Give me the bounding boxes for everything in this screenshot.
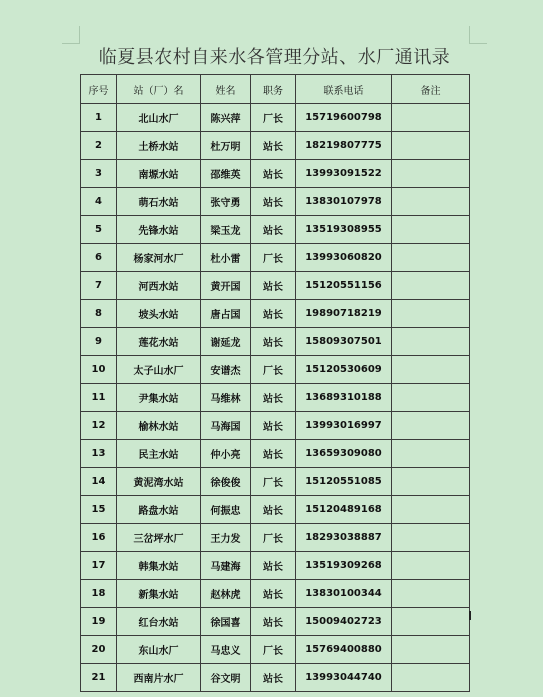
cell-remarks xyxy=(392,580,470,608)
cell-remarks xyxy=(392,132,470,160)
table-row xyxy=(81,104,470,132)
cell-phone: 13830107978 xyxy=(296,188,392,216)
page-margin-mark-right-h xyxy=(469,43,487,44)
cell-station: 萌石水站 xyxy=(117,188,201,216)
cell-index: 7 xyxy=(81,272,117,300)
cell-position: 厂长 xyxy=(251,524,296,552)
cell-phone: 15120551156 xyxy=(296,272,392,300)
cell-name: 马维林 xyxy=(201,384,251,412)
cell-phone: 13689310188 xyxy=(296,384,392,412)
cell-index: 4 xyxy=(81,188,117,216)
cell-position: 站长 xyxy=(251,440,296,468)
cell-station: 路盘水站 xyxy=(117,496,201,524)
cell-phone: 15120489168 xyxy=(296,496,392,524)
column-header-position: 职务 xyxy=(251,75,296,104)
cell-phone: 13519309268 xyxy=(296,552,392,580)
cell-remarks xyxy=(392,468,470,496)
cell-position: 站长 xyxy=(251,328,296,356)
table-header-row xyxy=(81,75,470,104)
cell-position: 站长 xyxy=(251,608,296,636)
cell-name: 马建海 xyxy=(201,552,251,580)
cell-index: 2 xyxy=(81,132,117,160)
cell-station: 土桥水站 xyxy=(117,132,201,160)
cell-position: 厂长 xyxy=(251,104,296,132)
cell-remarks xyxy=(392,552,470,580)
cell-phone: 18219807775 xyxy=(296,132,392,160)
cell-position: 站长 xyxy=(251,664,296,692)
cell-remarks xyxy=(392,244,470,272)
document-title: 临夏县农村自来水各管理分站、水厂通讯录 xyxy=(98,47,451,68)
cell-name: 张守勇 xyxy=(201,188,251,216)
table-row xyxy=(81,664,470,692)
cell-name: 黄开国 xyxy=(201,272,251,300)
cell-index: 1 xyxy=(81,104,117,132)
cell-remarks xyxy=(392,636,470,664)
contact-directory-table xyxy=(80,74,470,692)
cell-index: 14 xyxy=(81,468,117,496)
cell-name: 杜小雷 xyxy=(201,244,251,272)
cell-name: 梁玉龙 xyxy=(201,216,251,244)
cell-phone: 15809307501 xyxy=(296,328,392,356)
cell-station: 尹集水站 xyxy=(117,384,201,412)
table-row xyxy=(81,496,470,524)
column-header-station: 站（厂）名 xyxy=(117,75,201,104)
cell-phone: 13519308955 xyxy=(296,216,392,244)
cell-name: 唐占国 xyxy=(201,300,251,328)
cell-name: 徐国喜 xyxy=(201,608,251,636)
table-row xyxy=(81,132,470,160)
page-margin-mark-right-v xyxy=(469,26,470,44)
cell-phone: 13830100344 xyxy=(296,580,392,608)
cell-position: 厂长 xyxy=(251,244,296,272)
table-row xyxy=(81,216,470,244)
page-margin-mark-left-h xyxy=(62,43,80,44)
cell-index: 13 xyxy=(81,440,117,468)
cell-position: 站长 xyxy=(251,300,296,328)
cell-remarks xyxy=(392,524,470,552)
cell-station: 东山水厂 xyxy=(117,636,201,664)
cell-name: 徐俊俊 xyxy=(201,468,251,496)
cell-station: 红台水站 xyxy=(117,608,201,636)
cell-position: 站长 xyxy=(251,412,296,440)
cell-position: 站长 xyxy=(251,272,296,300)
table-row xyxy=(81,160,470,188)
cell-index: 5 xyxy=(81,216,117,244)
table-row xyxy=(81,440,470,468)
cell-name: 杜万明 xyxy=(201,132,251,160)
cell-station: 杨家河水厂 xyxy=(117,244,201,272)
cell-position: 厂长 xyxy=(251,468,296,496)
cell-phone: 13659309080 xyxy=(296,440,392,468)
cell-index: 3 xyxy=(81,160,117,188)
cell-index: 15 xyxy=(81,496,117,524)
cell-station: 先锋水站 xyxy=(117,216,201,244)
table-row xyxy=(81,328,470,356)
cell-phone: 13993016997 xyxy=(296,412,392,440)
cell-phone: 15009402723 xyxy=(296,608,392,636)
cell-phone: 15120551085 xyxy=(296,468,392,496)
cell-phone: 13993091522 xyxy=(296,160,392,188)
cell-station: 太子山水厂 xyxy=(117,356,201,384)
cell-remarks xyxy=(392,160,470,188)
cell-name: 邵维英 xyxy=(201,160,251,188)
cell-name: 马海国 xyxy=(201,412,251,440)
cell-remarks xyxy=(392,104,470,132)
cell-position: 站长 xyxy=(251,132,296,160)
page-margin-mark-left-v xyxy=(79,26,80,44)
column-header-name: 姓名 xyxy=(201,75,251,104)
cell-remarks xyxy=(392,440,470,468)
cell-index: 21 xyxy=(81,664,117,692)
cell-position: 站长 xyxy=(251,384,296,412)
cell-name: 谢延龙 xyxy=(201,328,251,356)
cell-station: 北山水厂 xyxy=(117,104,201,132)
cell-station: 韩集水站 xyxy=(117,552,201,580)
cell-remarks xyxy=(392,188,470,216)
cell-name: 马忠义 xyxy=(201,636,251,664)
cell-phone: 13993060820 xyxy=(296,244,392,272)
table-row xyxy=(81,608,470,636)
cell-index: 17 xyxy=(81,552,117,580)
cell-position: 站长 xyxy=(251,160,296,188)
cell-phone: 19890718219 xyxy=(296,300,392,328)
cell-phone: 13993044740 xyxy=(296,664,392,692)
cell-remarks xyxy=(392,608,470,636)
cell-phone: 15769400880 xyxy=(296,636,392,664)
cell-remarks xyxy=(392,328,470,356)
table-row xyxy=(81,412,470,440)
cell-station: 坡头水站 xyxy=(117,300,201,328)
cell-name: 谷文明 xyxy=(201,664,251,692)
cell-station: 榆林水站 xyxy=(117,412,201,440)
cell-station: 河西水站 xyxy=(117,272,201,300)
cell-remarks xyxy=(392,664,470,692)
cell-name: 王力发 xyxy=(201,524,251,552)
cell-index: 18 xyxy=(81,580,117,608)
cell-station: 三岔坪水厂 xyxy=(117,524,201,552)
table-row xyxy=(81,300,470,328)
table-row xyxy=(81,272,470,300)
cell-index: 6 xyxy=(81,244,117,272)
cell-name: 赵林虎 xyxy=(201,580,251,608)
cell-station: 南塬水站 xyxy=(117,160,201,188)
table-row xyxy=(81,580,470,608)
cell-index: 11 xyxy=(81,384,117,412)
cell-index: 20 xyxy=(81,636,117,664)
cell-remarks xyxy=(392,216,470,244)
cell-name: 何振忠 xyxy=(201,496,251,524)
cell-index: 10 xyxy=(81,356,117,384)
cell-position: 厂长 xyxy=(251,636,296,664)
column-header-remarks: 备注 xyxy=(392,75,470,104)
text-cursor xyxy=(469,611,471,620)
cell-remarks xyxy=(392,384,470,412)
cell-index: 19 xyxy=(81,608,117,636)
table-row xyxy=(81,552,470,580)
cell-index: 12 xyxy=(81,412,117,440)
column-header-phone: 联系电话 xyxy=(296,75,392,104)
cell-position: 站长 xyxy=(251,552,296,580)
table-row xyxy=(81,188,470,216)
table-row xyxy=(81,524,470,552)
cell-remarks xyxy=(392,356,470,384)
cell-position: 站长 xyxy=(251,216,296,244)
cell-index: 8 xyxy=(81,300,117,328)
cell-position: 站长 xyxy=(251,496,296,524)
table-row xyxy=(81,244,470,272)
column-header-index: 序号 xyxy=(81,75,117,104)
cell-phone: 15120530609 xyxy=(296,356,392,384)
cell-station: 黄泥湾水站 xyxy=(117,468,201,496)
cell-remarks xyxy=(392,300,470,328)
cell-remarks xyxy=(392,272,470,300)
table-row xyxy=(81,356,470,384)
cell-station: 民主水站 xyxy=(117,440,201,468)
cell-station: 新集水站 xyxy=(117,580,201,608)
table-row xyxy=(81,468,470,496)
cell-name: 安谱杰 xyxy=(201,356,251,384)
cell-station: 西南片水厂 xyxy=(117,664,201,692)
cell-phone: 18293038887 xyxy=(296,524,392,552)
cell-position: 站长 xyxy=(251,188,296,216)
cell-position: 站长 xyxy=(251,580,296,608)
cell-index: 9 xyxy=(81,328,117,356)
table-row xyxy=(81,384,470,412)
cell-index: 16 xyxy=(81,524,117,552)
cell-name: 陈兴萍 xyxy=(201,104,251,132)
cell-remarks xyxy=(392,412,470,440)
cell-phone: 15719600798 xyxy=(296,104,392,132)
cell-station: 莲花水站 xyxy=(117,328,201,356)
table-row xyxy=(81,636,470,664)
cell-remarks xyxy=(392,496,470,524)
cell-name: 仲小亮 xyxy=(201,440,251,468)
cell-position: 厂长 xyxy=(251,356,296,384)
